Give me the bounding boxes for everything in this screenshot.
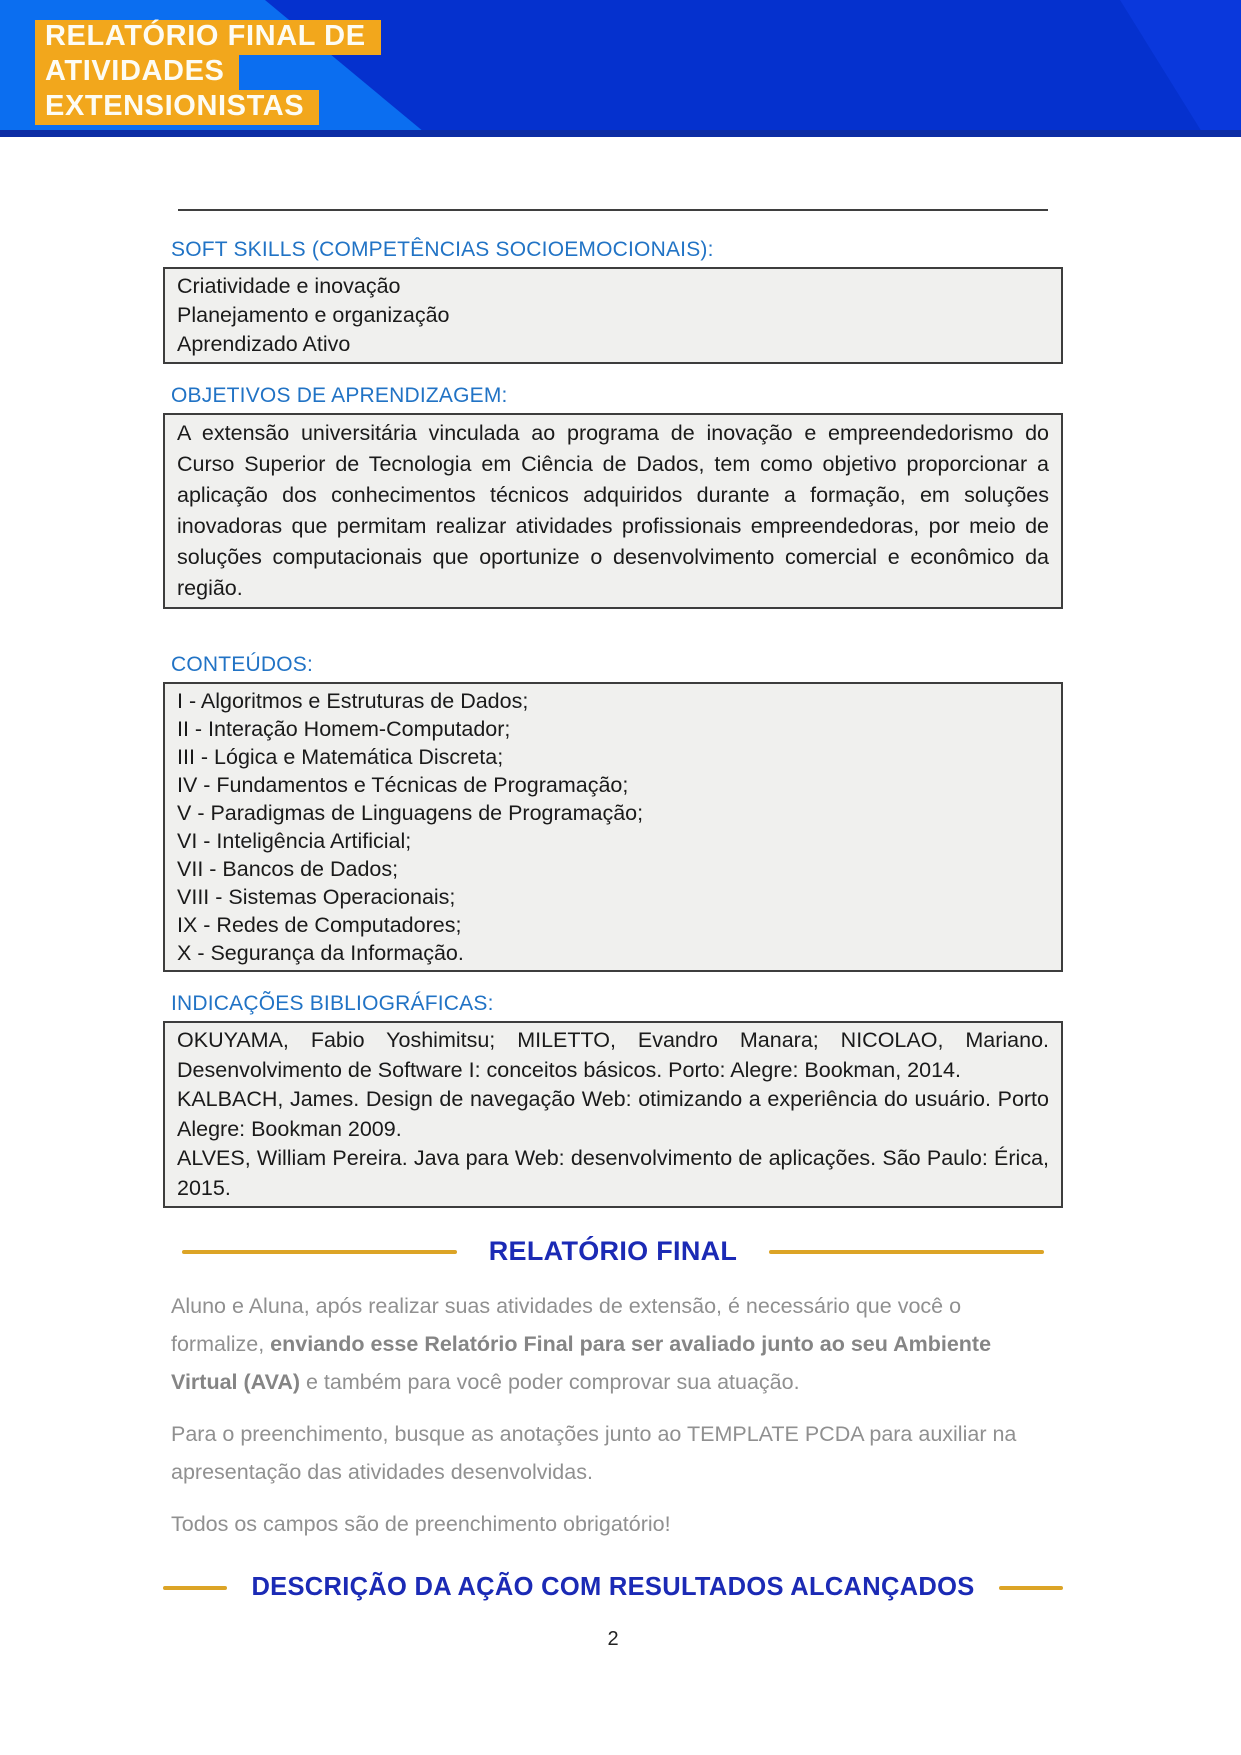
conteudos-item: I - Algoritmos e Estruturas de Dados; — [177, 689, 529, 713]
soft-skills-item: Aprendizado Ativo — [177, 332, 351, 356]
banner-title-line3: EXTENSIONISTAS — [35, 90, 319, 125]
conteudos-item: III - Lógica e Matemática Discreta; — [177, 745, 504, 769]
conteudos-item: VIII - Sistemas Operacionais; — [177, 885, 456, 909]
conteudos-box — [163, 682, 1063, 972]
bibliografia-entry: KALBACH, James. Design de navegação Web: otimizando a experiência do usuário. Porto Alegre: Bookman 2009. — [177, 1087, 1049, 1141]
banner-title-line2: ATIVIDADES — [35, 55, 239, 90]
bibliografia-entry: ALVES, William Pereira. Java para Web: desenvolvimento de aplicações. São Paulo: Érica, 2015. — [177, 1146, 1049, 1200]
relatorio-final-title: RELATÓRIO FINAL — [488, 1236, 738, 1266]
objetivos-text: A extensão universitária vinculada ao programa de inovação e empreendedorismo do Curso Superior de Tecnologia em Ciência de Dados, tem como objetivo proporcionar a aplicação dos conhecimentos técnicos adquiridos durante a formação, em soluções inovadoras que permitam realizar atividades profissionais empreendedoras, por meio de soluções computacionais que oportunize o desenvolvimento comercial e econômico da região. — [177, 421, 1049, 600]
bibliografia-entry: OKUYAMA, Fabio Yoshimitsu; MILETTO, Evandro Manara; NICOLAO, Mariano. Desenvolvimento de Software I: conceitos básicos. Porto: Alegre: Bookman, 2014. — [177, 1028, 1049, 1082]
conteudos-item: V - Paradigmas de Linguagens de Programação; — [177, 801, 644, 825]
header-banner — [0, 0, 1241, 137]
instruction-paragraph-1 — [171, 1287, 1051, 1401]
descricao-title: DESCRIÇÃO DA AÇÃO COM RESULTADOS ALCANÇADOS — [251, 1573, 975, 1601]
bibliografia-heading: INDICAÇÕES BIBLIOGRÁFICAS: — [171, 992, 494, 1015]
conteudos-item: IX - Redes de Computadores; — [177, 913, 462, 937]
instruction-1-part2: e também para você poder comprovar sua atuação. — [300, 1370, 800, 1394]
soft-skills-box — [163, 267, 1063, 364]
bibliografia-box — [163, 1021, 1063, 1208]
gold-dash-right — [769, 1250, 1044, 1254]
conteudos-item: VII - Bancos de Dados; — [177, 857, 399, 881]
conteudos-item: VI - Inteligência Artificial; — [177, 829, 412, 853]
instruction-paragraph-2: Para o preenchimento, busque as anotações junto ao TEMPLATE PCDA para auxiliar na apresentação das atividades desenvolvidas. — [171, 1422, 1017, 1484]
conteudos-heading: CONTEÚDOS: — [171, 653, 314, 676]
page-number: 2 — [607, 1628, 619, 1650]
instruction-paragraph-3: Todos os campos são de preenchimento obrigatório! — [171, 1512, 671, 1536]
content-column — [163, 137, 1063, 1651]
descricao-title-row — [163, 1573, 1063, 1602]
objetivos-heading: OBJETIVOS DE APRENDIZAGEM: — [171, 384, 508, 407]
banner-title-line1: RELATÓRIO FINAL DE — [35, 20, 381, 55]
banner-title-block — [35, 20, 381, 125]
soft-skills-item: Criatividade e inovação — [177, 274, 401, 298]
gold-dash-left — [182, 1250, 457, 1254]
relatorio-final-title-row — [163, 1236, 1063, 1267]
gold-dash-right-small — [999, 1586, 1063, 1590]
top-divider-line — [178, 209, 1048, 211]
soft-skills-heading: SOFT SKILLS (COMPETÊNCIAS SOCIOEMOCIONAIS): — [171, 238, 714, 261]
instruction-1-bold: enviando esse Relatório Final para ser avaliado junto ao seu Ambiente Virtual (AVA) — [171, 1332, 992, 1394]
conteudos-item: X - Segurança da Informação. — [177, 941, 464, 965]
conteudos-item: II - Interação Homem-Computador; — [177, 717, 511, 741]
conteudos-item: IV - Fundamentos e Técnicas de Programação; — [177, 773, 629, 797]
soft-skills-item: Planejamento e organização — [177, 303, 450, 327]
gold-dash-left-small — [163, 1586, 227, 1590]
instruction-1-part1: Aluno e Aluna, após realizar suas atividades de extensão, é necessário que você o formalize, — [171, 1294, 962, 1356]
objetivos-box — [163, 413, 1063, 609]
